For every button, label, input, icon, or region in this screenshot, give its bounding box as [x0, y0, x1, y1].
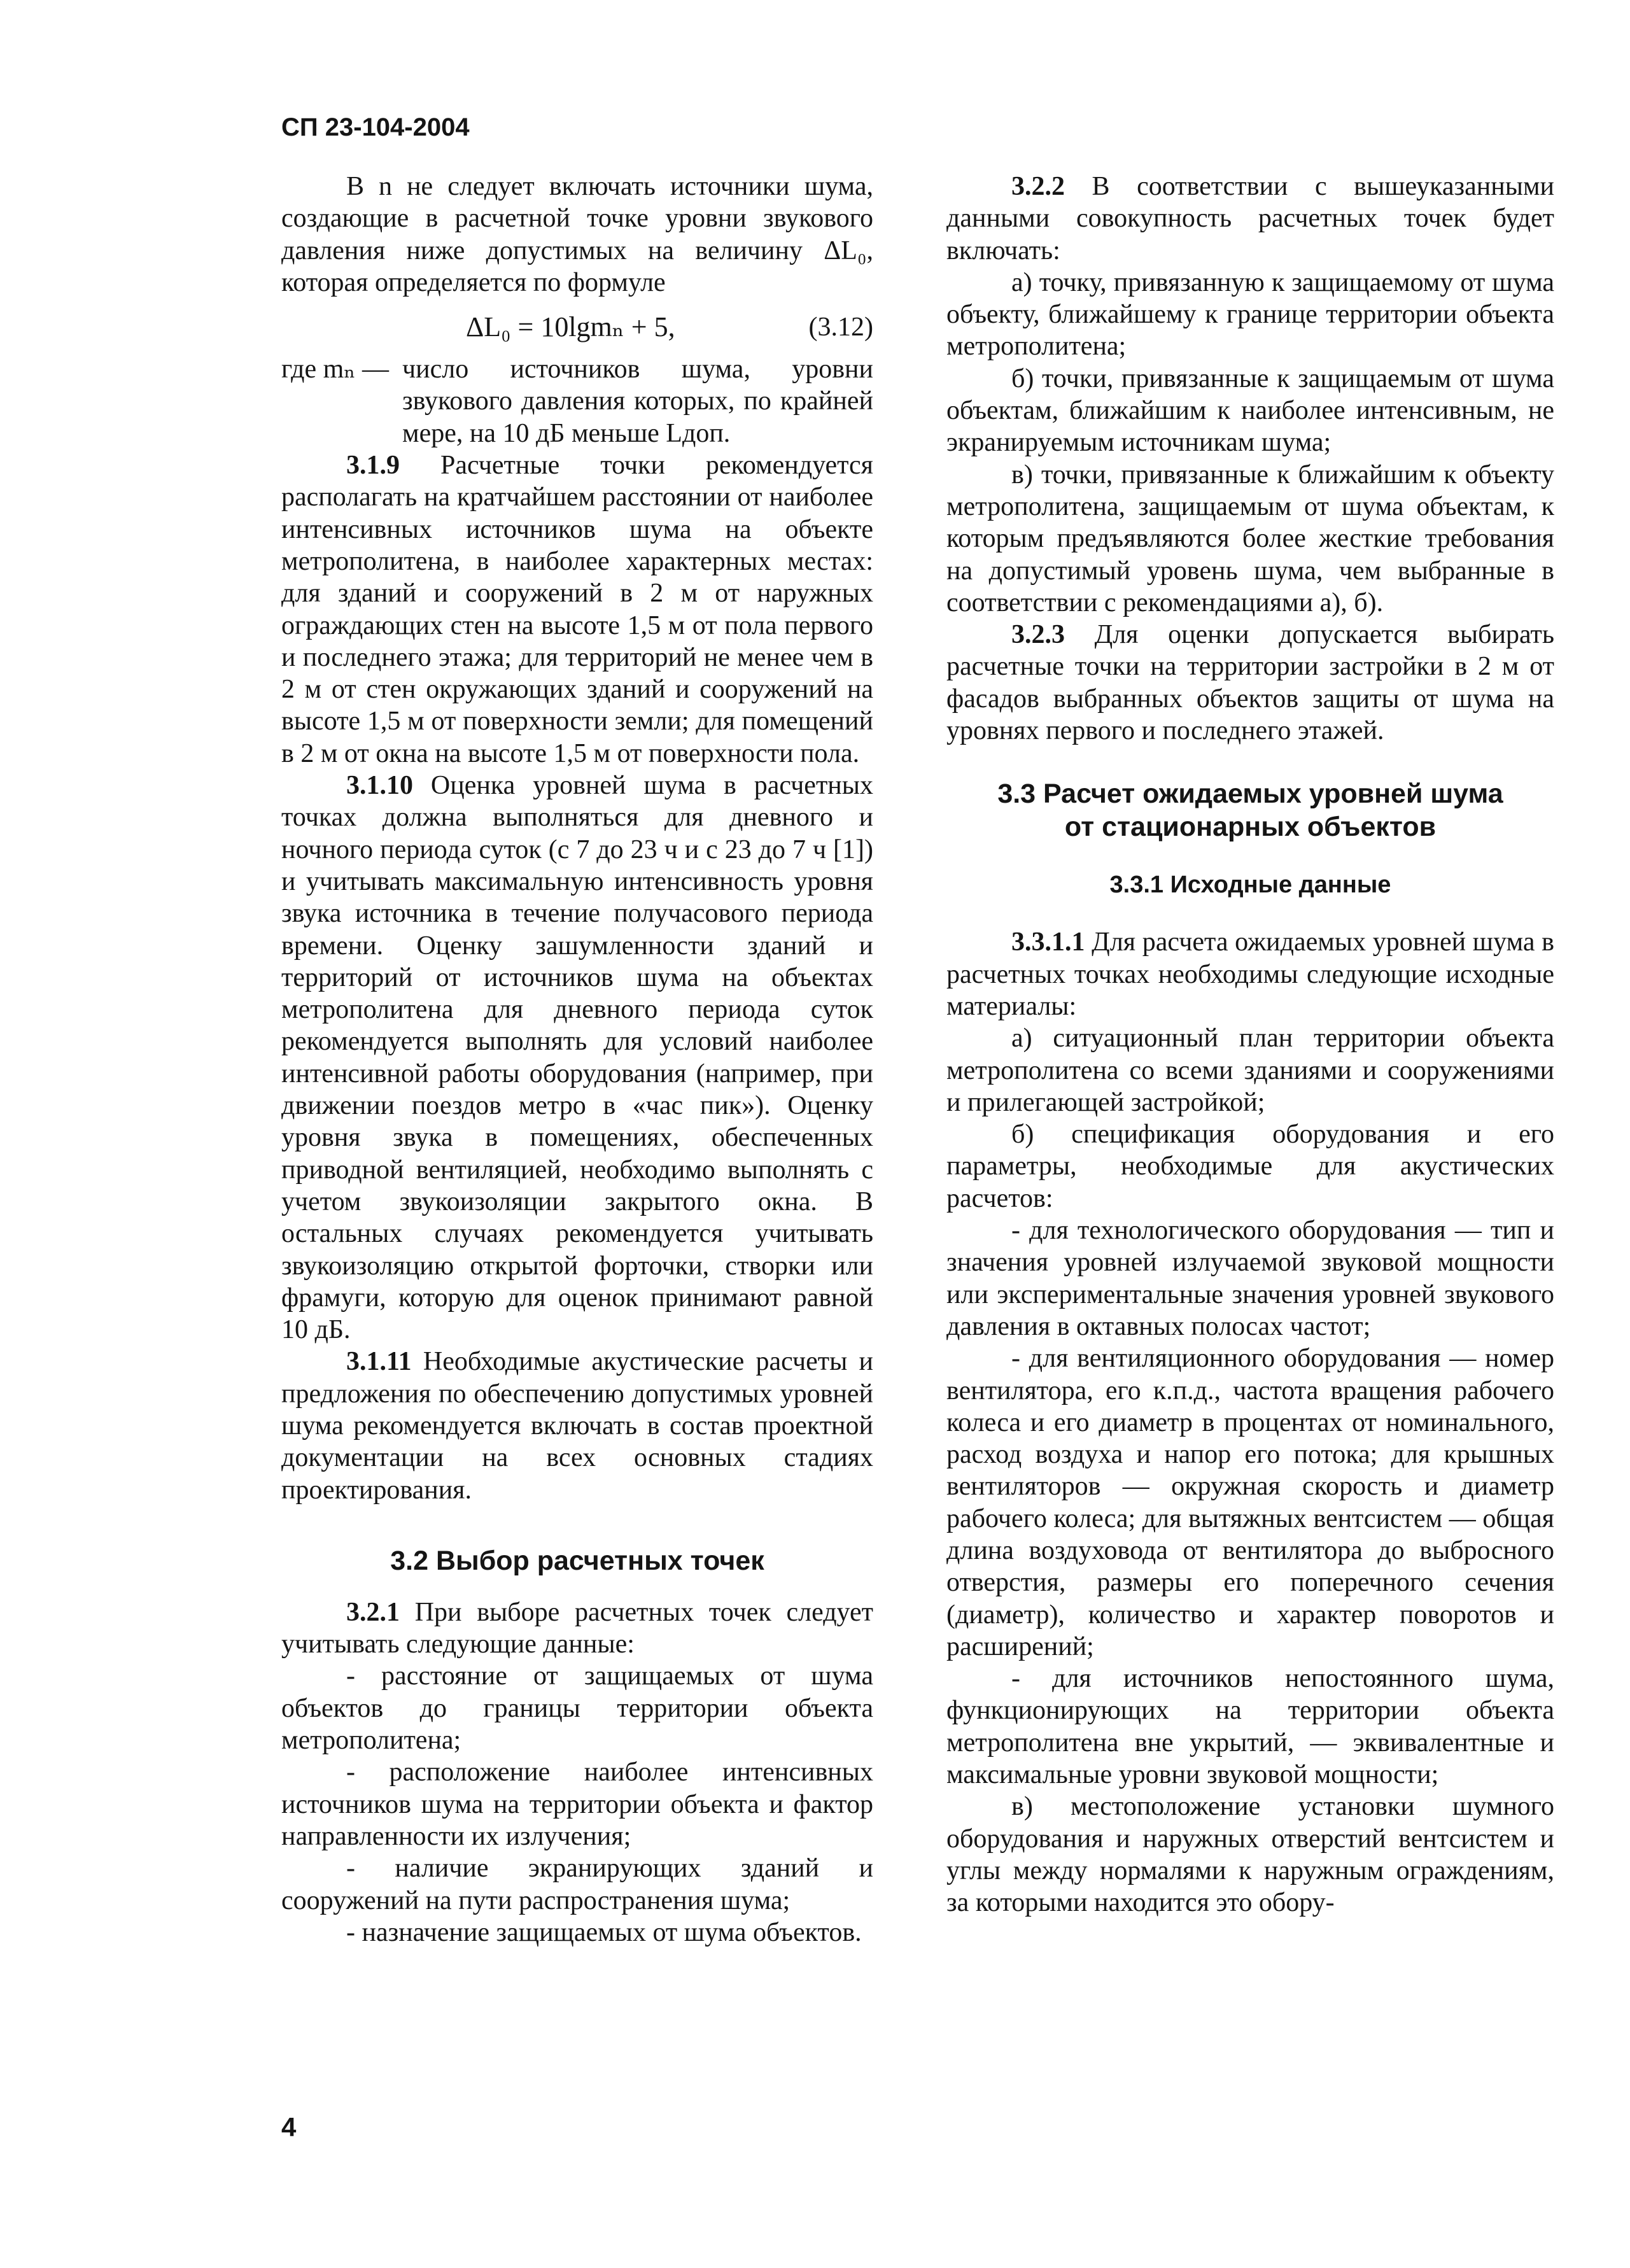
clause-number: 3.1.10 [346, 771, 413, 801]
where-term: где mₙ — [281, 355, 389, 384]
list-item: - наличие экранирующих зданий и сооружений на пути распространения шума; [281, 1854, 873, 1915]
clause-number: 3.3.1.1 [1011, 927, 1085, 957]
clause-3-2-2 [946, 171, 1554, 267]
intro-text: не следует включать источники шума, создающие в расчетной точке уровни звукового давления ниже допустимых на величину ΔL₀, которая определяется по формуле [281, 172, 873, 297]
clause-text: При выборе расчетных точек следует учитывать следующие данные: [281, 1597, 873, 1659]
page-number: 4 [281, 2112, 297, 2142]
clause-text: Для оценки допускается выбирать расчетные точки на территории застройки в 2 м от фасадов выбранных объектов защиты от шума на уровнях первого и последнего этажей. [946, 620, 1555, 746]
list-item: в) местоположение установки шумного оборудования и наружных отверстий вентсистем и углы между нормалями к наружным ограждениям, за которыми находится это обору- [946, 1792, 1554, 1918]
section-heading-3-2: 3.2 Выбор расчетных точек [390, 1545, 764, 1576]
clause-text: Оценка уровней шума в расчетных точках должна выполняться для дневного и ночного периода суток (с 7 до 23 ч и с 23 до 7 ч [1]) и учитывать максимальную интенсивность уровня звука источника в течение получасового периода времени. Оценку зашумленности зданий и территорий от источников шума на объектах метрополитена для дневного периода суток рекомендуется выполнять для условий наиболее интенсивной работы оборудования (например, при движении поездов метро в «час пик»). Оценку уровня звука в помещениях, обеспеченных приводной вентиляцией, необходимо выполнять с учетом звукоизоляции закрытого окна. В остальных случаях рекомендуется учитывать звукоизоляцию открытой форточки, створки или фрамуги, которую для оценок принимают равной 10 дБ. [281, 771, 873, 1345]
list-item: - расположение наиболее интенсивных источников шума на территории объекта и фактор направленности их излучения; [281, 1757, 873, 1851]
formula-explanation [281, 353, 873, 449]
list-item: а) точку, привязанную к защищаемому от шума объекту, ближайшему к границе территории объекта метрополитена; [946, 267, 1554, 362]
formula-expression: ΔL₀ = 10lgmₙ + 5, [466, 311, 675, 343]
list-item: а) ситуационный план территории объекта метрополитена со всеми зданиями и сооружениями и прилегающей застройкой; [946, 1024, 1554, 1117]
clause-number: 3.1.9 [346, 451, 400, 481]
clause-3-2-1 [281, 1596, 873, 1661]
list-item: б) точки, привязанные к защищаемым от шума объектам, ближайшим к наиболее интенсивным, не экранируемым источникам шума; [946, 363, 1554, 458]
clause-text: Расчетные точки рекомендуется располагать на кратчайшем расстоянии от наиболее интенсивных источников шума на объекте метрополитена, в наиболее характерных местах: для зданий и сооружений в 2 м от наружных ограждающих стен на высоте 1,5 м от пола первого и последнего этажа; для территорий не менее чем в 2 м от стен окружающих зданий и сооружений на высоте 1,5 м от поверхности земли; для помещений в 2 м от окна на высоте 1,5 м от поверхности пола. [281, 451, 874, 768]
clause-text: Необходимые акустические расчеты и предложения по обеспечению допустимых уровней шума рекомендуется включать в состав проектной документации на всех основных стадиях проектирования. [281, 1347, 873, 1505]
list-item: - для источников непостоянного шума, функционирующих на территории объекта метрополитена вне укрытий, — эквивалентные и максимальные уровни звуковой мощности; [946, 1664, 1554, 1790]
clause-3-1-10 [281, 770, 873, 1346]
clause-text: Для расчета ожидаемых уровней шума в расчетных точках необходимы следующие исходные материалы: [946, 927, 1554, 1021]
left-column [281, 171, 873, 1948]
formula-3-12 [281, 309, 873, 352]
clause-number: 3.1.11 [346, 1347, 412, 1377]
intro-paragraph [281, 171, 873, 299]
list-item: - назначение защищаемых от шума объектов. [346, 1917, 862, 1947]
document-code-header: СП 23-104-2004 [281, 113, 470, 141]
section-heading-3-3-line1: 3.3 Расчет ожидаемых уровней шума [997, 778, 1503, 810]
list-item: б) спецификация оборудования и его параметры, необходимые для акустических расчетов: [946, 1120, 1554, 1213]
list-item: - для технологического оборудования — тип и значения уровней излучаемой звуковой мощности или экспериментальные значения уровней звукового давления в октавных полосах частот; [946, 1216, 1554, 1341]
where-definition: число источников шума, уровни звукового давления которых, по крайней мере, на 10 дБ меньше Lдоп. [402, 355, 873, 448]
right-column [946, 171, 1554, 1919]
section-heading-3-3-line2: от стационарных объектов [1064, 812, 1437, 843]
intro-lead: В n [346, 172, 393, 201]
subsection-heading-3-3-1: 3.3.1 Исходные данные [1109, 871, 1391, 899]
formula-number: (3.12) [808, 313, 873, 342]
clause-number: 3.2.2 [1011, 172, 1065, 201]
clause-3-1-9 [281, 449, 873, 770]
clause-number: 3.2.3 [1011, 620, 1065, 650]
clause-number: 3.2.1 [346, 1597, 400, 1627]
list-item: - для вентиляционного оборудования — номер вентилятора, его к.п.д., частота вращения рабочего колеса и его диаметр в процентах от номинального, расход воздуха и напор его потока; для крышных вентиляторов — окружная скорость и диаметр рабочего колеса; для вытяжных вентсистем — общая длина воздуховода от вентилятора до выбросного отверстия, размеры его поперечного сечения (диаметр), количество и характер поворотов и расширений; [946, 1344, 1554, 1661]
clause-text: В соответствии с вышеуказанными данными совокупность расчетных точек будет включать: [946, 172, 1555, 265]
list-item: - расстояние от защищаемых от шума объектов до границы территории объекта метрополитена; [281, 1661, 873, 1756]
list-item: в) точки, привязанные к ближайшим к объекту метрополитена, защищаемым от шума объектам, к которым предъявляются более жесткие требования на допустимый уровень шума, чем выбранные в соответствии с рекомендациями а), б). [946, 460, 1554, 617]
clause-3-1-11 [281, 1346, 873, 1505]
clause-3-2-3 [946, 619, 1554, 747]
clause-3-3-1-1 [946, 926, 1554, 1022]
